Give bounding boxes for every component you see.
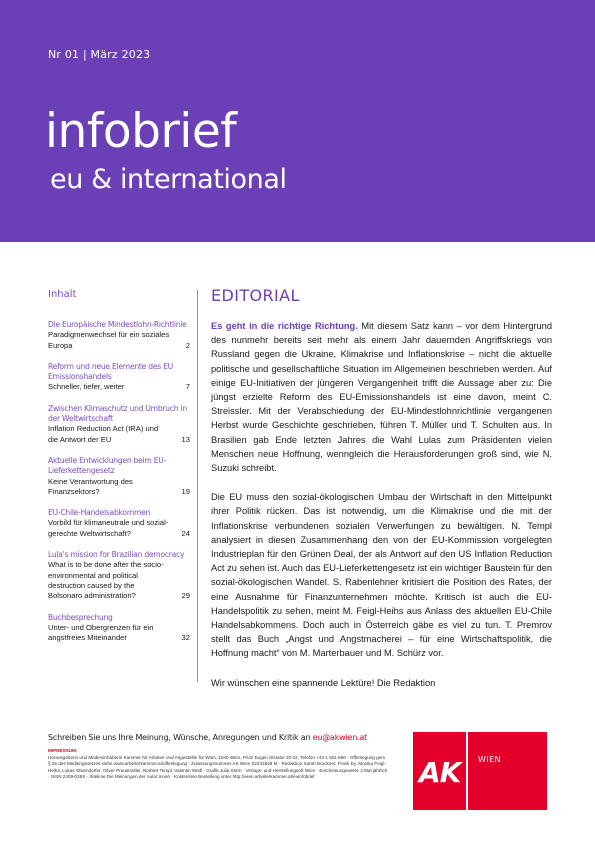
toc-description: What is to be done after the socio-environmental and political destruction caused by the Bolsonaro administration? [48, 560, 164, 601]
issue-label: Nr 01 | März 2023 [48, 48, 151, 61]
imprint-text: Herausgeberin und Medieninhaberin Kammer für Arbeiter und Angestellte für Wien, 1040 Wien, Prinz Eugen Strasse 20-22, Telefon +43 1 501 650 · Offenlegung gem § 25 des Mediengesetzes siehe www.arbeiterkammer.at/offenlegung · Zulassungsnummer AK Wien 02Z34648 M · Redaktion Sarah Bruckner, Frank Ey, Monika Feigl-Heihs, Lukas Oberndorfer, Oliver Prausmüller, Norbert Templ, Valentin Wedl · Grafik Julia Stern · Verlags- und Herstellungsort Wien · Erscheinungsweise 4 Mal jährlich · ISSN 2409-028X · Sitelinie Die Meinungen der Autor:innen · Kostenlose Bestellung unter http://wien.arbeiterkammer.at/euinfobrief [48, 754, 388, 780]
toc-page-number: 19 [181, 486, 190, 496]
table-of-contents [48, 289, 190, 654]
toc-description: Inflation Reduction Act (IRA) und die Antwort der EU [48, 424, 159, 444]
feedback-line [48, 733, 367, 742]
toc-topic: Buchbesprechung [48, 612, 113, 622]
wien-logo-block [468, 732, 547, 810]
publication-subtitle: eu & international [50, 164, 287, 195]
toc-description: Schneller, tiefer, weiter [48, 382, 125, 392]
editorial-lead: Es geht in die richtige Richtung. [211, 321, 358, 331]
editorial-closing: Wir wünschen eine spannende Lektüre! Die Redaktion [211, 677, 436, 688]
toc-topic: Lula's mission for Brazilian democracy [48, 550, 185, 560]
editorial-heading: EDITORIAL [211, 286, 300, 305]
toc-item[interactable] [48, 404, 190, 445]
editorial-section [211, 286, 552, 705]
toc-page-number: 29 [181, 591, 190, 601]
toc-heading: Inhalt [48, 289, 77, 300]
ak-logo-text: AK [419, 756, 461, 789]
wien-label: WIEN [478, 755, 501, 764]
publication-title: infobrief [45, 104, 237, 159]
ak-logo [413, 732, 466, 810]
toc-topic: Die Europäische Mindestlohn-Richtlinie [48, 320, 187, 329]
toc-item[interactable] [48, 456, 190, 497]
toc-topic: Reform und neue Elemente des EU Emissionshandels [48, 361, 173, 382]
toc-page-number: 7 [185, 382, 190, 392]
toc-topic: EU-Chile-Handelsabkommen [48, 508, 151, 518]
toc-topic: Aktuelle Entwicklungen beim EU-Lieferkettengesetz [48, 455, 167, 476]
imprint [48, 748, 388, 781]
imprint-heading: IMPRESSUM: [48, 748, 78, 753]
toc-page-number: 24 [181, 528, 190, 538]
column-divider [197, 290, 198, 682]
toc-item[interactable] [48, 320, 190, 351]
toc-topic: Zwischen Klimaschutz und Umbruch in der Weltwirtschaft [48, 403, 187, 424]
feedback-email-link[interactable]: eu@akwien.at [312, 733, 368, 742]
feedback-text: Schreiben Sie uns Ihre Meinung, Wünsche, Anregungen und Kritik an [48, 733, 313, 742]
toc-item[interactable] [48, 550, 190, 601]
toc-item[interactable] [48, 613, 190, 644]
toc-description: Paradigmenwechsel für ein soziales Europa [48, 330, 170, 350]
toc-description: Vorbild für klimaneutrale und sozial-gerechte Weltwirtschaft? [48, 518, 169, 538]
toc-description: Unter- und Obergrenzen für ein angstfreies Miteinander [48, 622, 154, 643]
toc-page-number: 2 [185, 340, 190, 350]
toc-item[interactable] [48, 508, 190, 539]
editorial-paragraph [211, 319, 552, 475]
toc-item[interactable] [48, 362, 190, 393]
editorial-text: Mit diesem Satz kann – vor dem Hintergrund des nunmehr bereits seit mehr als einem Jahr dauernden Angriffskriegs von Russland gegen die Ukraine, Klimakrise und Inflationskrise – nicht die aktuelle politische und gesellschaftliche Situation im Allgemeinen beschrieben werden. Auf einige EU-Initiativen der jüngeren Vergangenheit trifft die Aussage aber zu: Die jüngst erzielte Reform des EU-Emissionshandels ist eine davon, meint C. Streissler. Mit der Verabschiedung der EU-Mindestlohnrichtlinie vergangenen Herbst wurde Geschichte geschrieben, führen T. Müller und T. Schulten aus. In Brasilien gab Ende letzten Jahres die Wahl Lulas zum Präsidenten vielen Menschen neue Hoffnung, wenngleich die Herausforderungen groß sind, wie N. Suzuki schreibt. [211, 321, 552, 474]
header-banner [0, 0, 595, 242]
editorial-paragraph: Die EU muss den sozial-ökologischen Umbau der Wirtschaft in den Mittelpunkt ihrer Politik rücken. Das ist notwendig, um die Klimakrise und die mit der Inflationskrise verbundenen sozialen Verwerfungen zu bewältigen. N. Templ analysiert in diesen Zusammenhang den von der EU-Kommission vorgelegten Industrieplan für den Grünen Deal, der als Antwort auf den US Inflation Reduction Act zu sehen ist. Auch das EU-Lieferkettengesetz ist ein wichtiger Baustein für den sozial-ökologischen Wandel. S. Rabenlehner kritisiert die Position des Rates, der eine Ausnahme für Finanzunternehmen möchte. Kritisch ist auch die EU-Handelspolitik zu sehen, meint M. Feigl-Heihs aus Anlass des aktuellen EU-Chile Handelsabkommens. Doch auch in Österreich gäbe es viel zu tun. T. Premrov stellt das Buch „Angst und Angstmacherei – für eine Wirtschaftspolitik, die Hoffnung macht“ von M. Marterbauer und M. Schürz vor. [211, 492, 552, 659]
toc-page-number: 32 [181, 633, 190, 643]
toc-description: Keine Verantwortung des Finanzsektors? [48, 476, 133, 496]
toc-page-number: 13 [181, 434, 190, 444]
